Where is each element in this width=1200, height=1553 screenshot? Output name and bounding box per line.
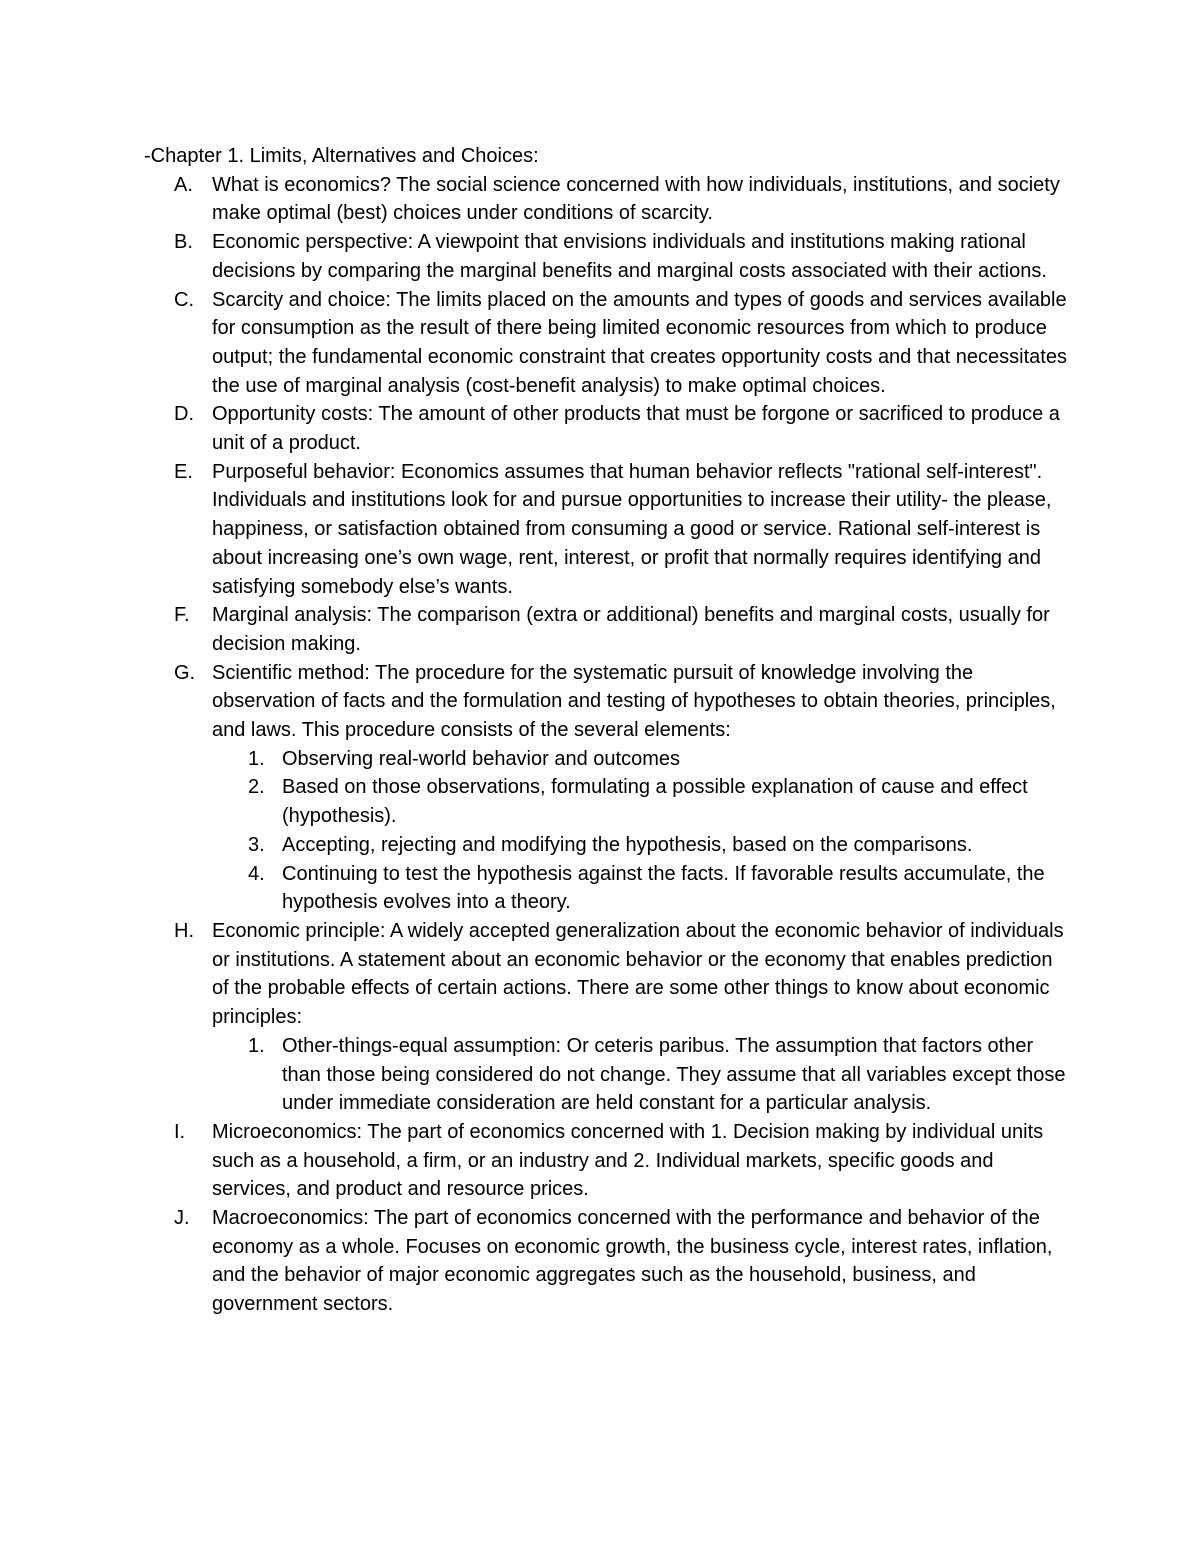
sub-list-marker: 1. [248, 1034, 265, 1057]
sub-list-item-text: Based on those observations, formulating a possible explanation of cause and effect (hypothesis). [282, 776, 1028, 828]
sub-list-marker: 1. [248, 747, 265, 770]
list-marker: E. [174, 460, 193, 483]
list-item [144, 1118, 1074, 1204]
list-item-text: Purposeful behavior: Economics assumes that human behavior reflects "rational self-interest". Individuals and institutions look for and pursue opportunities to increase their utility- the please, happiness, or satisfaction obtained from consuming a good or service. Rational self-interest is about increasing one’s own wage, rent, interest, or profit that normally requires identifying and satisfying somebody else’s wants. [212, 460, 1052, 598]
sub-list-item [212, 773, 1074, 830]
sub-list-item [212, 860, 1074, 917]
sub-list-item-text: Other-things-equal assumption: Or ceteris paribus. The assumption that factors other than those being considered do not change. They assume that all variables except those under immediate consideration are held constant for a particular analysis. [282, 1034, 1066, 1115]
chapter-heading: -Chapter 1. Limits, Alternatives and Choices: [144, 145, 539, 167]
sub-list-item [212, 745, 1074, 774]
list-marker: J. [174, 1207, 190, 1230]
list-marker: G. [174, 661, 196, 684]
list-item-text: Economic principle: A widely accepted generalization about the economic behavior of individuals or institutions. A statement about an economic behavior or the economy that enables prediction of the probable effects of certain actions. There are some other things to know about economic principles: [212, 919, 1064, 1029]
sub-list-item-text: Observing real-world behavior and outcomes [282, 747, 680, 770]
list-item-text: What is economics? The social science concerned with how individuals, institutions, and society make optimal (best) choices under conditions of scarcity. [212, 173, 1060, 225]
list-item [144, 917, 1074, 1118]
sub-list-marker: 3. [248, 833, 265, 856]
list-marker: C. [174, 288, 194, 311]
list-item-text: Marginal analysis: The comparison (extra or additional) benefits and marginal costs, usually for decision making. [212, 604, 1050, 655]
list-item-text: Microeconomics: The part of economics concerned with 1. Decision making by individual units such as a household, a firm, or an industry and 2. Individual markets, specific goods and services, and product and resource prices. [212, 1120, 1044, 1201]
list-item [144, 659, 1074, 917]
definition-list [144, 171, 1074, 1319]
list-item-text: Scientific method: The procedure for the systematic pursuit of knowledge involving the observation of facts and the formulation and testing of hypotheses to obtain theories, principles, and laws. This procedure consists of the several elements: [212, 661, 1056, 742]
sub-list-item-text: Accepting, rejecting and modifying the hypothesis, based on the comparisons. [282, 833, 973, 856]
list-marker: F. [174, 604, 190, 627]
list-item [144, 601, 1074, 658]
list-marker: I. [174, 1120, 186, 1143]
sub-list-item [212, 831, 1074, 860]
list-marker: B. [174, 231, 193, 254]
document-body [144, 142, 1074, 1319]
list-item-text: Economic perspective: A viewpoint that envisions individuals and institutions making rational decisions by comparing the marginal benefits and marginal costs associated with their actions. [212, 231, 1047, 282]
sub-list [212, 1032, 1074, 1118]
list-marker: D. [174, 403, 194, 426]
list-item [144, 458, 1074, 602]
sub-list-marker: 4. [248, 862, 265, 885]
list-marker: H. [174, 919, 194, 942]
list-item [144, 228, 1074, 285]
sub-list [212, 745, 1074, 917]
list-item [144, 286, 1074, 401]
list-marker: A. [174, 173, 193, 196]
list-item [144, 171, 1074, 228]
list-item [144, 400, 1074, 457]
sub-list-marker: 2. [248, 776, 265, 799]
list-item [144, 1204, 1074, 1319]
sub-list-item [212, 1032, 1074, 1118]
list-item-text: Macroeconomics: The part of economics concerned with the performance and behavior of the economy as a whole. Focuses on economic growth, the business cycle, interest rates, inflation, and the behavior of major economic aggregates such as the household, business, and government sectors. [212, 1207, 1053, 1316]
sub-list-item-text: Continuing to test the hypothesis against the facts. If favorable results accumulate, the hypothesis evolves into a theory. [282, 862, 1045, 914]
list-item-text: Scarcity and choice: The limits placed on the amounts and types of goods and services available for consumption as the result of there being limited economic resources from which to produce output; the fundamental economic constraint that creates opportunity costs and that necessitates the use of marginal analysis (cost-benefit analysis) to make optimal choices. [212, 288, 1067, 397]
list-item-text: Opportunity costs: The amount of other products that must be forgone or sacrificed to produce a unit of a product. [212, 403, 1060, 455]
